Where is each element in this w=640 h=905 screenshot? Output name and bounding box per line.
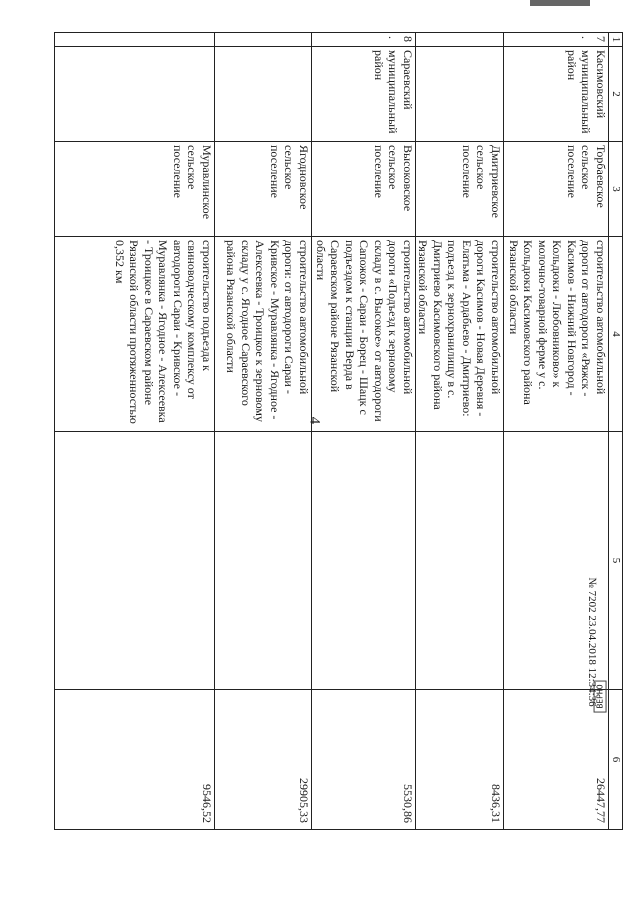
table-row: [312, 33, 416, 830]
district-cell: [55, 47, 215, 142]
district-cell: Касимовский муниципальный район: [504, 47, 609, 142]
description-cell: строительство автомобильной дороги от автодороги «Ряжск - Касимов - Нижний Новгород - Кольдюки - Любовниково» к молочно-товарной ферме у с. Кольдюки Касимовского района Рязанской области: [504, 237, 609, 432]
row-number: 7.: [504, 33, 609, 47]
header-col-2: 2: [609, 47, 623, 142]
settlement-cell: Ягодновское сельское поселение: [215, 142, 312, 237]
settlement-cell: Дмитриевское сельское поселение: [416, 142, 504, 237]
row-number: [215, 33, 312, 47]
budget-allocation-table: [54, 32, 623, 830]
col5-cell: [55, 432, 215, 690]
header-col-3: 3: [609, 142, 623, 237]
registration-number: № 7202 23.04.2018 12:34:36: [586, 577, 598, 707]
settlement-cell: Высоковское сельское поселение: [312, 142, 416, 237]
amount-cell: 26447,77: [504, 690, 609, 830]
amount-cell: 8436,31: [416, 690, 504, 830]
settlement-cell: Муравлинское сельское поселение: [55, 142, 215, 237]
district-cell: [215, 47, 312, 142]
scan-edge-mark: [530, 0, 590, 6]
page-number: 4: [306, 416, 323, 425]
description-cell: строительство автомобильной дороги Касимов - Новая Деревня - Елатьма - Ардабьево - Дмитриево: подъезд к зернохранилищу в с. Дмитриево Касимовского района Рязанской области: [416, 237, 504, 432]
amount-cell: 9546,52: [55, 690, 215, 830]
col5-cell: [416, 432, 504, 690]
header-col-1: 1: [609, 33, 623, 47]
table-row: [416, 33, 504, 830]
row-number: 8.: [312, 33, 416, 47]
description-cell: строительство автомобильной дороги: от автодороги Сараи - Кривское - Муравлянка - Ягодное - Алексеевка - Троицкое к зерновому складу у с. Ягодное Сараевского района Рязанской области: [215, 237, 312, 432]
table-row: [215, 33, 312, 830]
description-cell: строительство подъезда к свиноводческому комплексу от автодороги Сараи - Кривское - Муравлянка - Ягодное - Алексеевка - Троицкое в Сараевском районе Рязанской области протяженностью 0,352 км: [55, 237, 215, 432]
rotated-table-container: [56, 32, 623, 829]
certification-stamp: ВЕРНО: [594, 680, 607, 712]
header-col-4: 4: [609, 237, 623, 432]
amount-cell: 29905,33: [215, 690, 312, 830]
row-number: [55, 33, 215, 47]
description-cell: строительство автомобильной дороги «Подъезд к зерновому складу в с. Высокое» от автодороги Сапожок - Сараи - Борец - Шацк с подъездом к станции Верда в Сараевском районе Рязанской области: [312, 237, 416, 432]
district-cell: [416, 47, 504, 142]
header-row: [609, 33, 623, 830]
table-row: [55, 33, 215, 830]
amount-cell: 5530,86: [312, 690, 416, 830]
district-cell: Сараевский муниципальный район: [312, 47, 416, 142]
header-col-6: 6: [609, 690, 623, 830]
col5-cell: [312, 432, 416, 690]
row-number: [416, 33, 504, 47]
header-col-5: 5: [609, 432, 623, 690]
col5-cell: [215, 432, 312, 690]
settlement-cell: Торбаевское сельское поселение: [504, 142, 609, 237]
